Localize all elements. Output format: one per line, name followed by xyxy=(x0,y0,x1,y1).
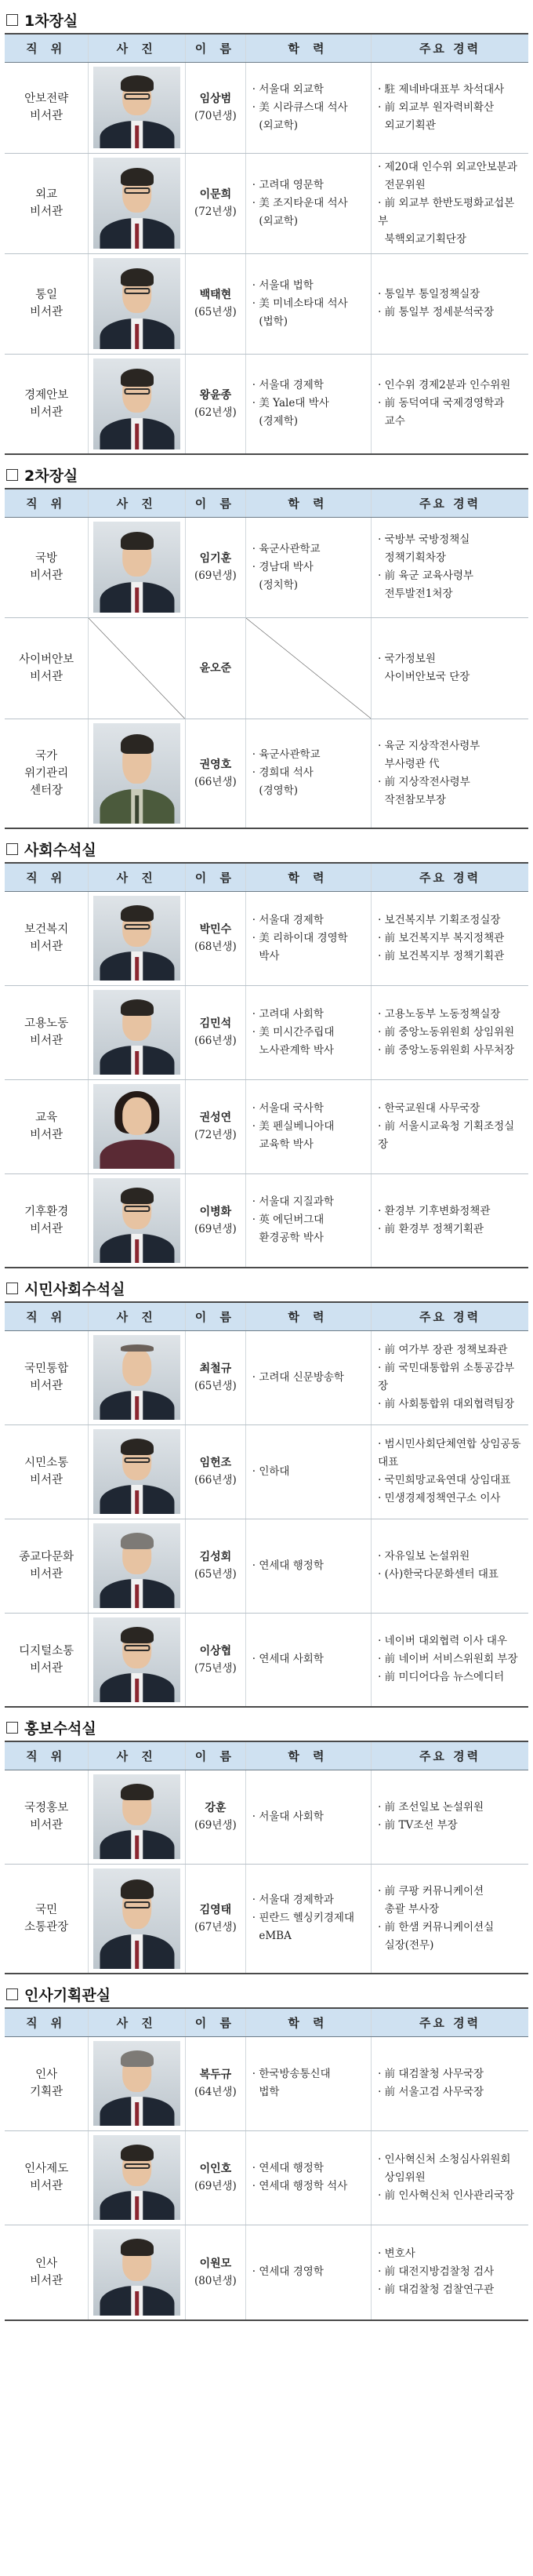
birth-year: (69년생) xyxy=(194,2180,237,2192)
position-cell: 인사제도 비서관 xyxy=(5,2130,89,2225)
birth-year: (69년생) xyxy=(194,1819,237,1832)
name-cell xyxy=(185,617,245,719)
section-3 xyxy=(5,1275,528,1708)
name-cell xyxy=(185,1519,245,1613)
table-row xyxy=(5,1864,528,1974)
career-text: · 前 대검찰청 사무국장 · 前 서울고검 사무국장 xyxy=(378,2068,484,2098)
header-position: 직 위 xyxy=(5,489,89,517)
person-name: 이인호 xyxy=(199,2163,232,2175)
table-row xyxy=(5,153,528,253)
position-cell: 국민통합 비서관 xyxy=(5,1330,89,1424)
staff-table xyxy=(5,2007,528,2321)
birth-year: (65년생) xyxy=(194,306,237,318)
portrait-photo xyxy=(93,1617,180,1702)
table-row xyxy=(5,62,528,153)
staff-table xyxy=(5,33,528,455)
person-name: 왕윤종 xyxy=(199,388,232,402)
position-cell: 사이버안보 비서관 xyxy=(5,617,89,719)
page xyxy=(0,6,533,2329)
education-text: · 연세대 사회학 xyxy=(252,1653,324,1666)
table-row xyxy=(5,2130,528,2225)
education-text: · 고려대 영문학 · 美 조지타운대 석사 (외교학) xyxy=(252,178,348,227)
career-cell xyxy=(372,2225,528,2320)
section-title-text: 인사기획관실 xyxy=(24,1986,111,2004)
career-text: · 인수위 경제2분과 인수위원 · 前 동덕여대 국제경영학과 교수 xyxy=(378,379,511,428)
table-header-row xyxy=(5,2008,528,2036)
person-name: 김성회 xyxy=(199,1551,232,1563)
position-cell: 국민 소통관장 xyxy=(5,1864,89,1974)
header-education: 학 력 xyxy=(245,863,371,891)
person-name: 백태현 xyxy=(199,289,232,301)
name-cell xyxy=(185,2225,245,2320)
portrait-photo xyxy=(93,522,180,613)
header-name: 이 름 xyxy=(185,863,245,891)
portrait-photo xyxy=(93,258,180,349)
section-1 xyxy=(5,461,528,829)
table-row xyxy=(5,1079,528,1173)
career-cell xyxy=(372,62,528,153)
section-title-text: 사회수석실 xyxy=(24,841,96,859)
education-text: · 서울대 국사학 · 美 펜실베니아대 교육학 박사 xyxy=(252,1101,335,1151)
career-cell xyxy=(372,1519,528,1613)
table-row xyxy=(5,985,528,1079)
table-row xyxy=(5,1519,528,1613)
birth-year: (65년생) xyxy=(194,1380,237,1392)
career-cell xyxy=(372,354,528,454)
header-position: 직 위 xyxy=(5,2008,89,2036)
portrait-photo xyxy=(93,990,180,1075)
career-text: · 육군 지상작전사령부 부사령관 代 · 前 지상작전사령부 작전참모부장 xyxy=(378,739,480,806)
header-position: 직 위 xyxy=(5,1741,89,1770)
career-text: · 통일부 통일정책실장 · 前 통일부 정세분석국장 xyxy=(378,288,495,318)
position-cell: 교육 비서관 xyxy=(5,1079,89,1173)
photo-cell xyxy=(89,153,186,253)
birth-year: (62년생) xyxy=(194,406,237,419)
portrait-photo xyxy=(93,67,180,148)
section-5 xyxy=(5,1981,528,2321)
career-text: · 국방부 국방정책실 정책기획차장 · 前 육군 교육사령부 전투발전1처장 xyxy=(378,533,474,600)
table-row xyxy=(5,719,528,828)
header-education: 학 력 xyxy=(245,1741,371,1770)
birth-year: (64년생) xyxy=(194,2086,237,2098)
table-row xyxy=(5,617,528,719)
portrait-photo xyxy=(93,1523,180,1608)
table-row xyxy=(5,517,528,617)
career-text: · 駐 제네바대표부 차석대사 · 前 외교부 원자력비확산 외교기획관 xyxy=(378,82,505,132)
education-cell xyxy=(245,1079,371,1173)
header-career: 주요 경력 xyxy=(372,489,528,517)
education-cell xyxy=(245,2036,371,2130)
person-name: 최철규 xyxy=(199,1363,232,1375)
photo-cell xyxy=(89,719,186,828)
staff-table xyxy=(5,1741,528,1974)
education-text: · 연세대 행정학 xyxy=(252,1559,324,1572)
checkbox-square-icon xyxy=(6,1722,18,1734)
birth-year: (66년생) xyxy=(194,1035,237,1047)
education-cell xyxy=(245,1864,371,1974)
table-header-row xyxy=(5,1741,528,1770)
education-text: · 고려대 사회학 · 美 미시간주립대 노사관계학 박사 xyxy=(252,1007,335,1057)
career-text: · 前 쿠팡 커뮤니케이션 총괄 부사장 · 前 한샘 커뮤니케이션실 실장(전무) xyxy=(378,1884,495,1952)
education-cell xyxy=(245,2130,371,2225)
career-cell xyxy=(372,253,528,354)
position-cell: 국가 위기관리 센터장 xyxy=(5,719,89,828)
career-text: · 인사혁신처 소청심사위원회 상임위원 · 前 인사혁신처 인사관리국장 xyxy=(378,2152,515,2202)
section-title-text: 1차장실 xyxy=(24,12,78,30)
person-name: 임기훈 xyxy=(199,552,232,565)
header-education: 학 력 xyxy=(245,1302,371,1330)
portrait-photo xyxy=(93,2229,180,2316)
position-cell: 인사 기획관 xyxy=(5,2036,89,2130)
photo-cell xyxy=(89,354,186,454)
staff-table xyxy=(5,1301,528,1708)
birth-year: (66년생) xyxy=(194,1474,237,1486)
section-4 xyxy=(5,1714,528,1974)
position-cell: 인사 비서관 xyxy=(5,2225,89,2320)
education-text: · 서울대 경제학과 · 핀란드 헬싱키경제대 eMBA xyxy=(252,1894,355,1943)
name-cell xyxy=(185,2130,245,2225)
name-cell xyxy=(185,153,245,253)
position-cell: 고용노동 비서관 xyxy=(5,985,89,1079)
portrait-photo xyxy=(93,1178,180,1263)
career-cell xyxy=(372,2130,528,2225)
birth-year: (69년생) xyxy=(194,1222,237,1235)
header-photo: 사 진 xyxy=(89,863,186,891)
person-name: 이상협 xyxy=(199,1644,232,1657)
education-cell xyxy=(245,517,371,617)
birth-year: (72년생) xyxy=(194,206,237,218)
name-cell xyxy=(185,1173,245,1268)
checkbox-square-icon xyxy=(6,1988,18,2000)
education-text: · 서울대 경제학 · 美 Yale대 박사 (경제학) xyxy=(252,379,329,428)
education-text: · 한국방송통신대 법학 xyxy=(252,2068,331,2098)
birth-year: (70년생) xyxy=(194,110,237,122)
career-text: · 국가정보원 사이버안보국 단장 xyxy=(378,652,470,683)
name-cell xyxy=(185,891,245,985)
position-cell: 통일 비서관 xyxy=(5,253,89,354)
career-text: · 범시민사회단체연합 상임공동대표 · 국민희망교육연대 상임대표 · 민생경제정책연구소 이사 xyxy=(378,1438,521,1504)
section-title xyxy=(5,1981,528,2007)
person-name: 박민수 xyxy=(199,923,232,936)
section-title xyxy=(5,835,528,862)
name-cell xyxy=(185,253,245,354)
name-cell xyxy=(185,1613,245,1707)
person-name: 이원모 xyxy=(199,2257,232,2270)
section-title-text: 2차장실 xyxy=(24,467,78,485)
portrait-photo xyxy=(93,2135,180,2220)
career-text: · 前 여가부 장관 정책보좌관 · 前 국민대통합위 소통공감부장 · 前 사회통합위 대외협력팀장 xyxy=(378,1344,515,1410)
birth-year: (80년생) xyxy=(194,2274,237,2287)
person-name: 이문희 xyxy=(199,188,232,201)
position-cell: 외교 비서관 xyxy=(5,153,89,253)
photo-cell xyxy=(89,1424,186,1519)
portrait-photo xyxy=(93,1868,180,1969)
name-cell xyxy=(185,1330,245,1424)
portrait-photo xyxy=(93,1335,180,1420)
table-header-row xyxy=(5,34,528,62)
header-career: 주요 경력 xyxy=(372,1302,528,1330)
portrait-photo xyxy=(93,2041,180,2126)
career-text: · 한국교원대 사무국장 · 前 서울시교육청 기획조정실장 xyxy=(378,1101,515,1151)
education-cell xyxy=(245,1613,371,1707)
header-education: 학 력 xyxy=(245,34,371,62)
person-name: 복두규 xyxy=(199,2068,232,2081)
person-name: 이병화 xyxy=(199,1205,232,1218)
birth-year: (65년생) xyxy=(194,1568,237,1581)
table-row xyxy=(5,1173,528,1268)
career-cell xyxy=(372,1613,528,1707)
portrait-photo xyxy=(93,358,180,449)
section-title xyxy=(5,1714,528,1741)
position-cell: 보건복지 비서관 xyxy=(5,891,89,985)
career-cell xyxy=(372,1173,528,1268)
career-cell xyxy=(372,1770,528,1864)
education-cell xyxy=(245,891,371,985)
section-title-text: 시민사회수석실 xyxy=(24,1280,125,1298)
career-text: · 前 조선일보 논설위원 · 前 TV조선 부장 xyxy=(378,1801,484,1832)
person-name: 권영호 xyxy=(199,758,232,771)
photo-cell xyxy=(89,1864,186,1974)
photo-cell xyxy=(89,1613,186,1707)
staff-table xyxy=(5,488,528,829)
section-title xyxy=(5,6,528,33)
checkbox-square-icon xyxy=(6,843,18,855)
photo-cell xyxy=(89,985,186,1079)
person-name: 윤오준 xyxy=(199,661,232,675)
table-row xyxy=(5,1770,528,1864)
section-0 xyxy=(5,6,528,455)
table-row xyxy=(5,2036,528,2130)
career-cell xyxy=(372,985,528,1079)
header-name: 이 름 xyxy=(185,34,245,62)
education-cell xyxy=(245,354,371,454)
header-education: 학 력 xyxy=(245,489,371,517)
section-2 xyxy=(5,835,528,1268)
header-photo: 사 진 xyxy=(89,34,186,62)
birth-year: (72년생) xyxy=(194,1129,237,1141)
education-cell xyxy=(245,985,371,1079)
portrait-photo xyxy=(93,896,180,981)
photo-cell xyxy=(89,1079,186,1173)
position-cell: 시민소통 비서관 xyxy=(5,1424,89,1519)
birth-year: (66년생) xyxy=(194,775,237,788)
table-header-row xyxy=(5,863,528,891)
table-row xyxy=(5,354,528,454)
position-cell: 기후환경 비서관 xyxy=(5,1173,89,1268)
header-name: 이 름 xyxy=(185,1741,245,1770)
name-cell xyxy=(185,354,245,454)
career-cell xyxy=(372,1079,528,1173)
section-title xyxy=(5,461,528,488)
name-cell xyxy=(185,985,245,1079)
education-text: · 육군사관학교 · 경희대 석사 (경영학) xyxy=(252,748,321,798)
career-cell xyxy=(372,1424,528,1519)
career-text: · 제20대 인수위 외교안보분과 전문위원 · 前 외교부 한반도평화교섭본부 북핵외교기획단장 xyxy=(378,160,517,246)
career-cell xyxy=(372,891,528,985)
person-name: 임헌조 xyxy=(199,1457,232,1469)
person-name: 김영태 xyxy=(199,1903,232,1916)
person-name: 강훈 xyxy=(205,1802,227,1814)
education-text: · 연세대 경영학 xyxy=(252,2265,324,2279)
education-text: · 연세대 행정학 · 연세대 행정학 석사 xyxy=(252,2162,348,2192)
photo-cell xyxy=(89,2036,186,2130)
name-cell xyxy=(185,62,245,153)
career-text: · 환경부 기후변화정책관 · 前 환경부 정책기획관 xyxy=(378,1204,491,1235)
career-cell xyxy=(372,2036,528,2130)
photo-cell xyxy=(89,891,186,985)
header-career: 주요 경력 xyxy=(372,34,528,62)
header-photo: 사 진 xyxy=(89,2008,186,2036)
position-cell: 국방 비서관 xyxy=(5,517,89,617)
education-text: · 인하대 xyxy=(252,1464,290,1478)
header-career: 주요 경력 xyxy=(372,1741,528,1770)
empty-education-diagonal xyxy=(246,618,371,719)
photo-cell xyxy=(89,1330,186,1424)
empty-photo-diagonal xyxy=(89,618,185,719)
education-cell xyxy=(245,1424,371,1519)
career-text: · 보건복지부 기획조정실장 · 前 보건복지부 복지정책관 · 前 보건복지부 정책기획관 xyxy=(378,913,505,962)
education-text: · 육군사관학교 · 경남대 박사 (정치학) xyxy=(252,542,321,591)
staff-table xyxy=(5,862,528,1268)
table-row xyxy=(5,891,528,985)
education-text: · 서울대 경제학 · 美 리하이대 경영학 박사 xyxy=(252,913,348,962)
career-text: · 고용노동부 노동정책실장 · 前 중앙노동위원회 상임위원 · 前 중앙노동위원회 사무처장 xyxy=(378,1007,515,1057)
header-position: 직 위 xyxy=(5,863,89,891)
header-photo: 사 진 xyxy=(89,1302,186,1330)
career-text: · 네이버 대외협력 이사 대우 · 前 네이버 서비스위원회 부장 · 前 미디어다음 뉴스에디터 xyxy=(378,1635,518,1684)
header-career: 주요 경력 xyxy=(372,2008,528,2036)
education-text: · 서울대 지질과학 · 英 에딘버그대 환경공학 박사 xyxy=(252,1195,334,1245)
photo-cell xyxy=(89,517,186,617)
career-cell xyxy=(372,517,528,617)
education-cell xyxy=(245,719,371,828)
education-text: · 서울대 사회학 xyxy=(252,1810,324,1823)
header-photo: 사 진 xyxy=(89,489,186,517)
photo-cell xyxy=(89,2225,186,2320)
name-cell xyxy=(185,1424,245,1519)
table-row xyxy=(5,1613,528,1707)
table-header-row xyxy=(5,1302,528,1330)
position-cell: 경제안보 비서관 xyxy=(5,354,89,454)
header-name: 이 름 xyxy=(185,2008,245,2036)
education-cell xyxy=(245,617,371,719)
position-cell: 종교다문화 비서관 xyxy=(5,1519,89,1613)
photo-cell xyxy=(89,617,186,719)
birth-year: (68년생) xyxy=(194,941,237,953)
education-text: · 서울대 법학 · 美 미네소타대 석사 (법학) xyxy=(252,278,348,328)
header-name: 이 름 xyxy=(185,1302,245,1330)
table-row xyxy=(5,1424,528,1519)
checkbox-square-icon xyxy=(6,14,18,26)
header-name: 이 름 xyxy=(185,489,245,517)
photo-cell xyxy=(89,253,186,354)
portrait-photo xyxy=(93,1429,180,1514)
education-cell xyxy=(245,62,371,153)
name-cell xyxy=(185,517,245,617)
photo-cell xyxy=(89,1770,186,1864)
portrait-photo xyxy=(93,723,180,824)
person-name: 임상범 xyxy=(199,93,232,105)
education-cell xyxy=(245,253,371,354)
birth-year: (75년생) xyxy=(194,1661,237,1675)
header-position: 직 위 xyxy=(5,34,89,62)
birth-year: (69년생) xyxy=(194,569,237,582)
education-cell xyxy=(245,1519,371,1613)
person-name: 권성연 xyxy=(199,1112,232,1124)
table-row xyxy=(5,1330,528,1424)
photo-cell xyxy=(89,62,186,153)
person-name: 김민석 xyxy=(199,1017,232,1030)
photo-cell xyxy=(89,2130,186,2225)
career-cell xyxy=(372,617,528,719)
position-cell: 디지털소통 비서관 xyxy=(5,1613,89,1707)
portrait-photo xyxy=(93,158,180,249)
table-row xyxy=(5,2225,528,2320)
portrait-photo xyxy=(93,1774,180,1859)
header-career: 주요 경력 xyxy=(372,863,528,891)
header-education: 학 력 xyxy=(245,2008,371,2036)
education-cell xyxy=(245,153,371,253)
position-cell: 안보전략 비서관 xyxy=(5,62,89,153)
birth-year: (67년생) xyxy=(194,1920,237,1934)
photo-cell xyxy=(89,1519,186,1613)
table-header-row xyxy=(5,489,528,517)
name-cell xyxy=(185,1770,245,1864)
name-cell xyxy=(185,719,245,828)
header-position: 직 위 xyxy=(5,1302,89,1330)
career-text: · 변호사 · 前 대전지방검찰청 검사 · 前 대검찰청 검찰연구관 xyxy=(378,2247,495,2297)
career-cell xyxy=(372,1864,528,1974)
portrait-photo xyxy=(93,1084,180,1169)
checkbox-square-icon xyxy=(6,1283,18,1294)
career-cell xyxy=(372,1330,528,1424)
section-title xyxy=(5,1275,528,1301)
education-text: · 고려대 신문방송학 xyxy=(252,1370,344,1384)
education-cell xyxy=(245,1173,371,1268)
table-row xyxy=(5,253,528,354)
education-cell xyxy=(245,1330,371,1424)
header-photo: 사 진 xyxy=(89,1741,186,1770)
photo-cell xyxy=(89,1173,186,1268)
name-cell xyxy=(185,2036,245,2130)
career-text: · 자유일보 논설위원 · (사)한국다문화센터 대표 xyxy=(378,1550,499,1581)
education-cell xyxy=(245,2225,371,2320)
education-cell xyxy=(245,1770,371,1864)
education-text: · 서울대 외교학 · 美 시라큐스대 석사 (외교학) xyxy=(252,82,348,132)
checkbox-square-icon xyxy=(6,469,18,481)
career-cell xyxy=(372,719,528,828)
position-cell: 국정홍보 비서관 xyxy=(5,1770,89,1864)
section-title-text: 홍보수석실 xyxy=(24,1719,96,1737)
name-cell xyxy=(185,1079,245,1173)
name-cell xyxy=(185,1864,245,1974)
career-cell xyxy=(372,153,528,253)
